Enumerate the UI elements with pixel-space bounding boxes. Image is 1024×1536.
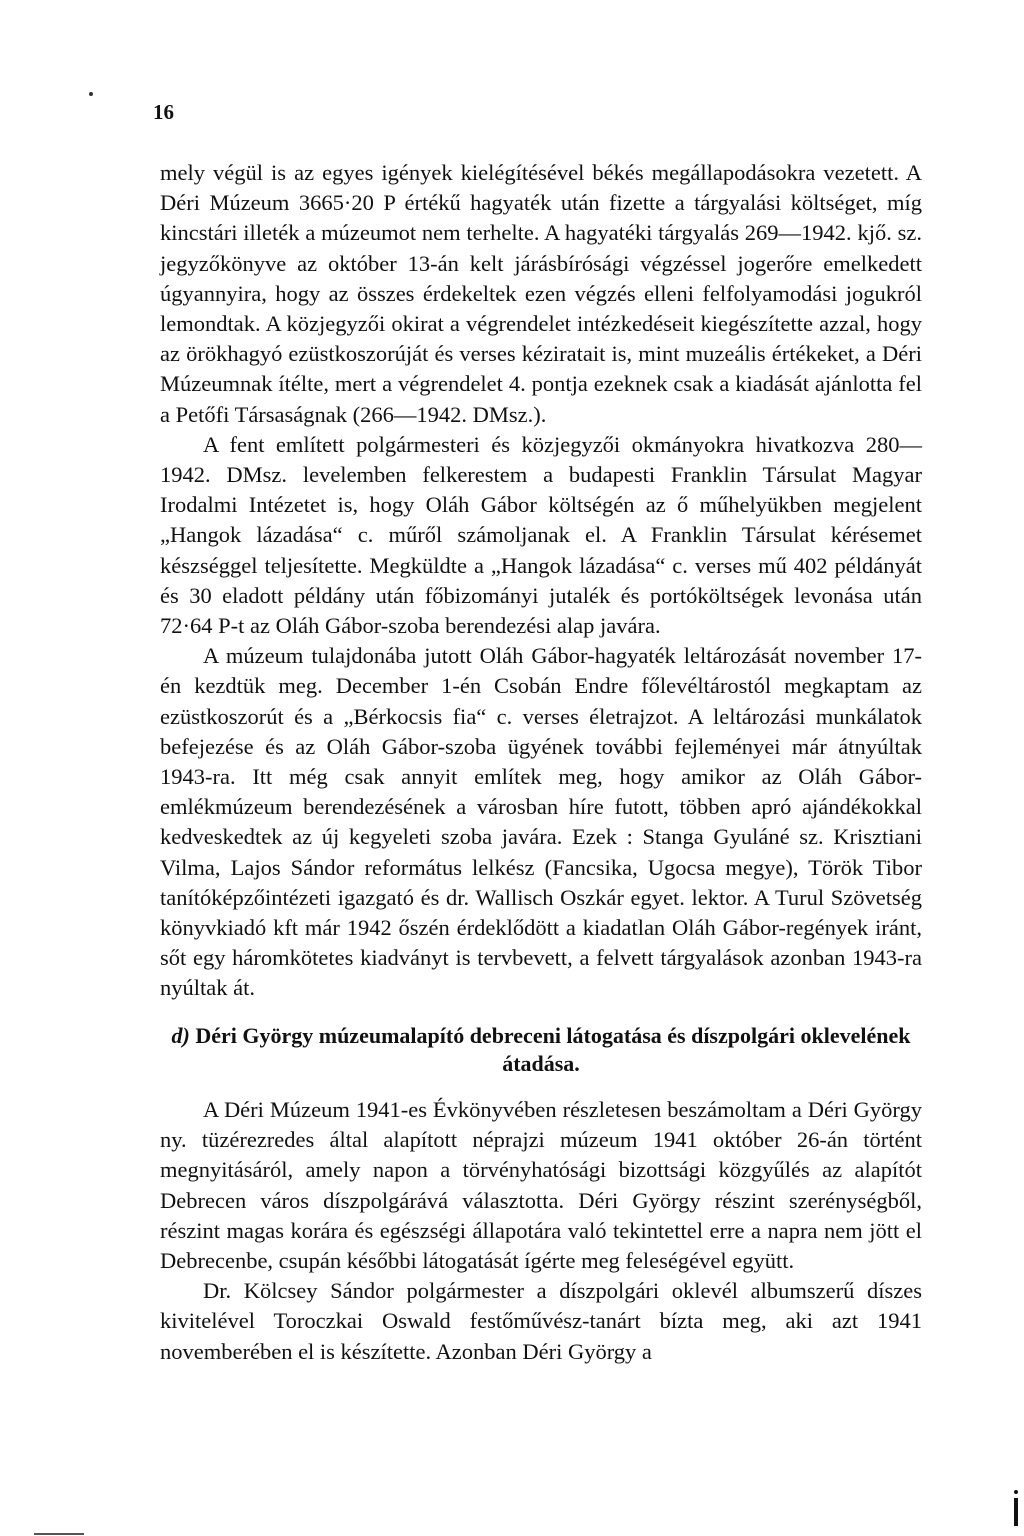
- body-text: [160, 158, 922, 1004]
- section-title: Déri György múzeumalapító debreceni látogatása és díszpolgári oklevelének átadása.: [195, 1023, 911, 1076]
- section-paragraph-2: Dr. Kölcsey Sándor polgármester a díszpolgári oklevél albumszerű díszes kivitelével Toroczkai Oswald festőművész-tanárt bízta meg, aki azt 1941 novemberében el is készítette. Azonban Déri György a: [160, 1278, 922, 1364]
- section-heading: [160, 1022, 922, 1078]
- scan-corner-dot: [1014, 1490, 1018, 1494]
- paragraph-2: A fent említett polgármesteri és közjegyzői okmányokra hivatkozva 280—1942. DMsz. levelemben felkerestem a budapesti Franklin Társulat Magyar Irodalmi Intézetet is, hogy Oláh Gábor költségén az ő műhelyükben megjelent „Hangok lázadása“ c. műről számoljanak el. A Franklin Társulat kérésemet készséggel teljesítette. Megküldte a „Hangok lázadása“ c. verses mű 402 példányát és 30 eladott példány után főbizományi jutalék és portóköltségek levonása után 72·64 P-t az Oláh Gábor-szoba berendezési alap javára.: [160, 431, 922, 639]
- section-body-text: [160, 1095, 922, 1367]
- paragraph-3: A múzeum tulajdonába jutott Oláh Gábor-hagyaték leltározását november 17-én kezdtük meg. December 1-én Csobán Endre főlevéltárostól megkaptam az ezüstkoszorút és a „Bérkocsis fia“ c. verses életrajzot. A leltározási munkálatok befejezése és az Oláh Gábor-szoba ügyének további fejleményei már átnyúltak 1943-ra. Itt még csak annyit említek meg, hogy amikor az Oláh Gábor-emlékmúzeum berendezésének a városban híre futott, többen apró ajándékokkal kedveskedtek az új kegyeleti szoba javára. Ezek : Stanga Gyuláné sz. Krisztiani Vilma, Lajos Sándor református lelkész (Fancsika, Ugocsa megye), Török Tibor tanítóképzőintézeti igazgató és dr. Wallisch Oszkár egyet. lektor. A Turul Szövetség könyvkiadó kft már 1942 őszén érdeklődött a kiadatlan Oláh Gábor-regények iránt, sőt egy háromkötetes kiadványt is tervbevett, a felvett tárgyalások azonban 1943-ra nyúltak át.: [160, 643, 922, 1001]
- section-label: d): [171, 1023, 190, 1048]
- paragraph-1: mely végül is az egyes igények kielégítésével békés megállapodásokra vezetett. A Déri Múzeum 3665·20 P értékű hagyaték után fizette a tárgyalási költséget, míg kincstári illeték a múzeumot nem terhelte. A hagyatéki tárgyalás 269—1942. kjő. sz. jegyzőkönyve az október 13-án kelt járásbírósági végzéssel jogerőre emelkedett úgyannyira, hogy az összes érdekeltek ezen végzés elleni felfolyamodási jogukról lemondtak. A közjegyzői okirat a végrendelet intézkedéseit kiegészítette azzal, hogy az örökhagyó ezüstkoszorúját és verses kéziratait is, mint muzeális értékeket, a Déri Múzeumnak ítélte, mert a végrendelet 4. pontja ezeknek csak a kiadását ajánlotta fel a Petőfi Társaságnak (266—1942. DMsz.).: [160, 160, 922, 427]
- scan-dot-mark: [89, 92, 93, 96]
- scan-bottom-rule: [34, 1533, 84, 1535]
- section-paragraph-1: A Déri Múzeum 1941-es Évkönyvében részletesen beszámoltam a Déri György ny. tüzérezredes által alapított néprajzi múzeum 1941 október 26-án történt megnyitásáról, amely napon a törvényhatósági bizottsági közgyűlés az alapítót Debrecen város díszpolgárává választotta. Déri György részint szerénységből, részint magas korára és egészségi állapotára való tekintettel erre a napra nem jött el Debrecenbe, csupán későbbi látogatását ígérte meg feleségével együtt.: [160, 1097, 922, 1274]
- page-number: 16: [153, 100, 174, 124]
- scan-corner-mark: [1014, 1498, 1018, 1526]
